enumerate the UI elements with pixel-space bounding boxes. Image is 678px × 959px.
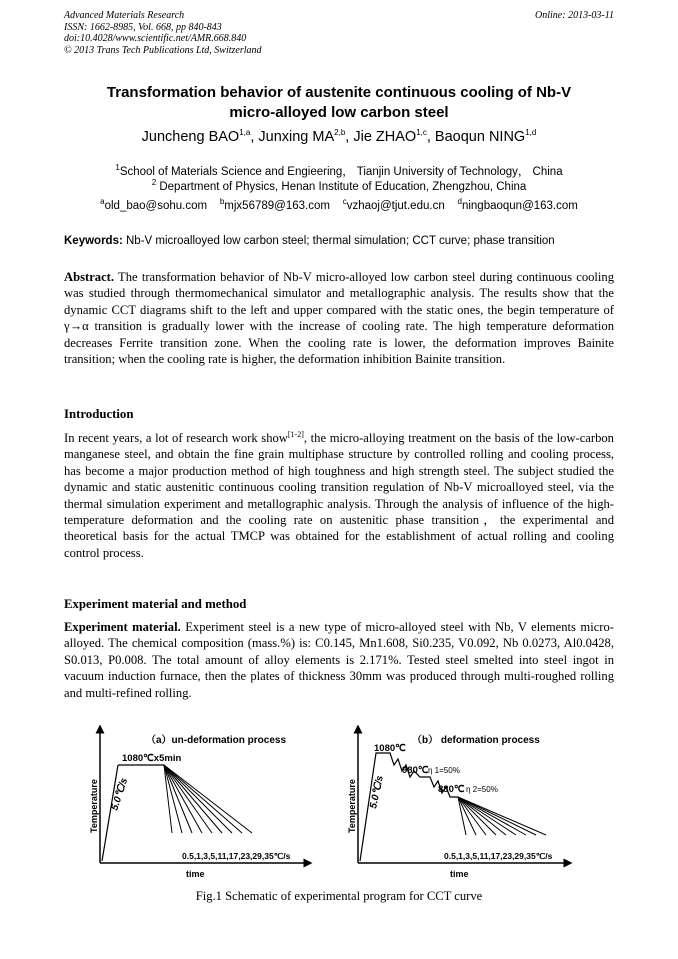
issn: ISSN: 1662-8985, Vol. 668, pp 840-843: [64, 21, 222, 33]
figure-caption: Fig.1 Schematic of experimental program for CCT curve: [195, 889, 483, 903]
email[interactable]: $^b$mjx56789@163.com: [219, 197, 330, 212]
keywords: [64, 235, 555, 247]
temp-1080: 1080℃: [374, 743, 406, 754]
eta-2: η 2=50%: [466, 785, 498, 794]
temp-980: 980℃: [402, 765, 429, 776]
panel-b-title: （b） deformation process: [412, 735, 540, 746]
experiment-heading: Experiment material and method: [64, 597, 247, 611]
heating-line: [102, 765, 118, 861]
doi: doi:10.4028/www.scientific.net/AMR.668.840: [64, 33, 247, 44]
hold-label: 1080℃x5min: [122, 753, 182, 764]
heat-rate-label: 5.0℃/s: [368, 774, 386, 810]
journal-header: [64, 10, 262, 56]
y-label: Temperature: [347, 779, 357, 833]
abstract: [64, 269, 614, 367]
abstract-label: Abstract.: [64, 270, 115, 284]
x-label: time: [186, 869, 205, 879]
panel-b: [347, 729, 568, 879]
heat-rate-label: 5.0℃/s: [109, 776, 131, 812]
email[interactable]: $^c$vzhaoj@tjut.edu.cn: [342, 197, 445, 212]
author: Baoqun NING$^{1,d}$: [434, 128, 537, 145]
temp-880: 880℃: [438, 784, 465, 795]
cooling-lines: [458, 797, 546, 835]
panel-a: [89, 729, 308, 879]
email[interactable]: $^d$ningbaoqun@163.com: [457, 197, 578, 212]
rates-label: 0.5,1,3,5,11,17,23,29,35℃/s: [182, 851, 291, 861]
keywords-label: Keywords:: [64, 235, 123, 247]
copyright: © 2013 Trans Tech Publications Ltd, Switzerland: [64, 44, 262, 56]
author: Junxing MA$^{2,b}$,: [258, 128, 354, 145]
affiliation-2: $^2$ Department of Physics, Henan Institute of Education, Zhengzhou, China: [151, 178, 527, 193]
online-date: Online: 2013-03-11: [535, 10, 614, 21]
journal-name: Advanced Materials Research: [64, 10, 185, 21]
intro-paragraph: In recent years, a lot of research work show[1-2], the micro-alloying treatment on the basis of the low-carbon manganese steel, and obtain the fine grain multiphase structure by controlled rolling and cooling process, has become a major production method of high toughness and high strength steel. The subject studied the dynamic and static austenitic continuous cooling transition regulation of Nb-V microalloyed steel, via the thermal simulation experiment and metallographic analysis. Through the analysis of influence of the high-temperature deformation and the cooling rate on austenitic phase transition，the experimental and theoretical basis for the actual TMCP was obtained for the establishment of actual rolling and cooling control process.: [64, 429, 614, 560]
author-list: [30, 129, 648, 145]
experiment-paragraph: Experiment material. Experiment steel is a new type of micro-alloyed steel with Nb, V elements micro-alloyed. The chemical composition (mass.%) is: C0.145, Mn1.608, Si0.235, V0.092, Nb 0.0273, Al0.0428, S0.013, P0.008. The total amount of alloy elements is 2.171%. Tested steel smelted into steel ingot in vacuum induction furnace, then the plates of thickness 30mm was produced through multi-roughed rolling and multi-refined rolling.: [64, 620, 614, 700]
figure-1: [88, 725, 590, 885]
cooling-lines: [164, 765, 252, 833]
author: Jie ZHAO$^{1,c}$,: [353, 128, 435, 145]
y-label: Temperature: [89, 779, 99, 833]
affiliation-1: $^1$School of Materials Science and Engieering， Tianjin University of Technology， China: [115, 163, 563, 178]
abstract-text: The transformation behavior of Nb-V micro-alloyed low carbon steel during continuous cooling was studied through thermomechanical simulator and metallographic analysis. The results show that the dynamic CCT diagrams shift to the left and upper compared with the static ones, the begin temperature of γ→α transition is gradually lower with the increase of cooling rate. The high temperature deformation decreases Ferrite transition zone. When the cooling rate is lower, the deformation improves Bainite transition; when the cooling rate is higher, the deformation inhibition Bainite transition.: [64, 270, 614, 367]
eta-1: η 1=50%: [428, 766, 460, 775]
paper-title: Transformation behavior of austenite continuous cooling of Nb-V micro-alloyed low carbon steel: [106, 84, 572, 121]
email[interactable]: $^a$old_bao@sohu.com: [100, 197, 208, 212]
rates-label: 0.5,1,3,5,11,17,23,29,35℃/s: [444, 851, 553, 861]
x-label: time: [450, 869, 469, 879]
intro-heading: Introduction: [64, 407, 134, 421]
keywords-text: Nb-V microalloyed low carbon steel; thermal simulation; CCT curve; phase transition: [126, 235, 555, 247]
citation[interactable]: [1-2]: [287, 429, 304, 439]
email-list: [30, 197, 648, 212]
panel-a-title: （a）un-deformation process: [146, 735, 287, 746]
author: Juncheng BAO$^{1,a}$,: [141, 128, 259, 145]
experiment-label: Experiment material.: [64, 620, 181, 634]
